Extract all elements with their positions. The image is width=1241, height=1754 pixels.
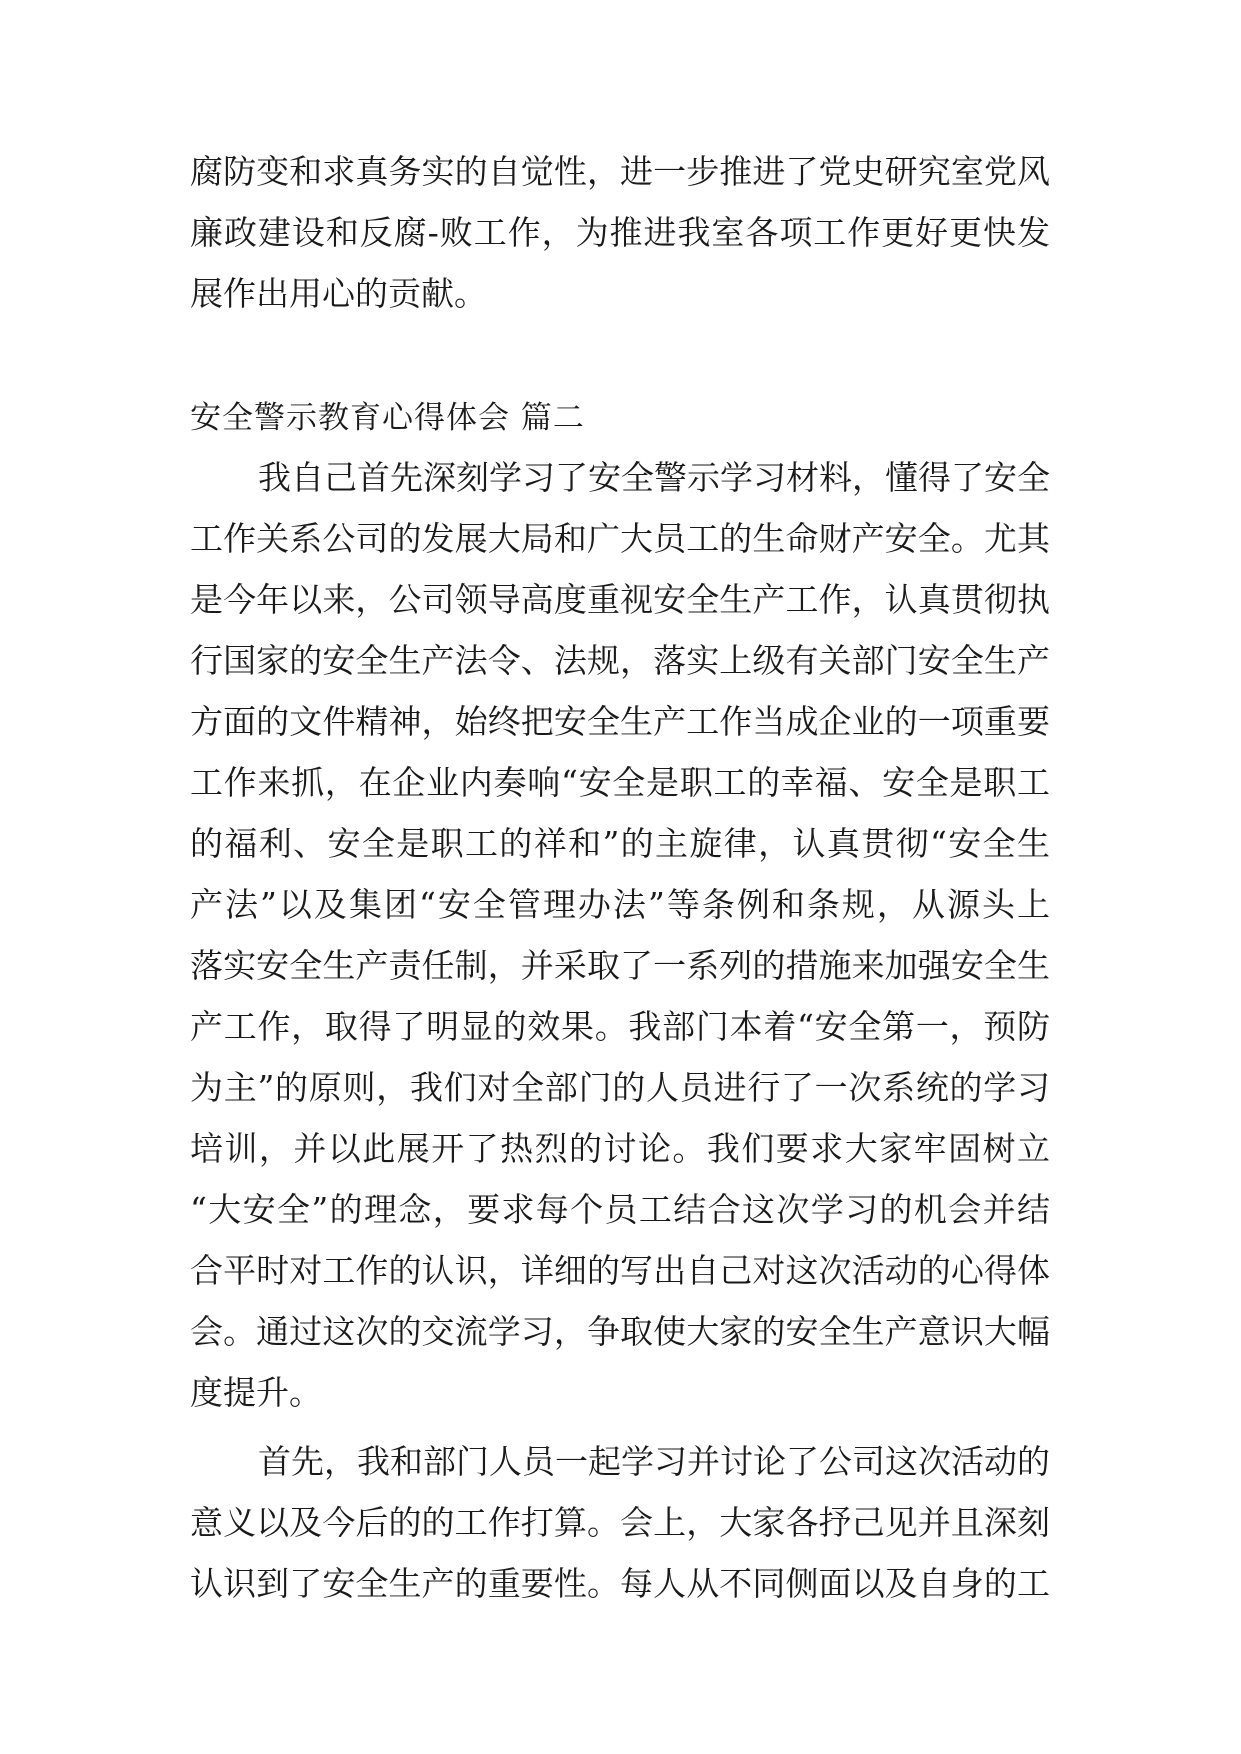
text-line: 度提升。 xyxy=(190,1373,322,1412)
text-line: 的福利、安全是职工的祥和”的主旋律，认真贯彻“安全生 xyxy=(190,824,1050,863)
text-line: 廉政建设和反腐-败工作，为推进我室各项工作更好更快发 xyxy=(190,213,1050,252)
section-heading: 安全警示教育心得体会 篇二 xyxy=(190,400,585,436)
text-line: 产工作，取得了明显的效果。我部门本着“安全第一，预防 xyxy=(190,1007,1050,1046)
text-line: “大安全”的理念，要求每个员工结合这次学习的机会并结 xyxy=(190,1190,1050,1229)
text-line: 意义以及今后的的工作打算。会上，大家各抒己见并且深刻 xyxy=(190,1503,1050,1542)
text-line: 腐防变和求真务实的自觉性，进一步推进了党史研究室党风 xyxy=(190,152,1050,191)
text-line: 合平时对工作的认识，详细的写出自己对这次活动的心得体 xyxy=(190,1251,1050,1290)
text-line: 认识到了安全生产的重要性。每人从不同侧面以及自身的工 xyxy=(190,1564,1050,1603)
text-line: 工作来抓，在企业内奏响“安全是职工的幸福、安全是职工 xyxy=(190,763,1050,802)
text-line: 落实安全生产责任制，并采取了一系列的措施来加强安全生 xyxy=(190,946,1050,985)
text-line: 产法”以及集团“安全管理办法”等条例和条规，从源头上 xyxy=(190,885,1050,924)
text-line: 会。通过这次的交流学习，争取使大家的安全生产意识大幅 xyxy=(190,1312,1050,1351)
text-line: 方面的文件精神，始终把安全生产工作当成企业的一项重要 xyxy=(190,702,1050,741)
text-line: 培训，并以此展开了热烈的讨论。我们要求大家牢固树立 xyxy=(190,1129,1050,1168)
text-line: 是今年以来，公司领导高度重视安全生产工作，认真贯彻执 xyxy=(190,580,1050,619)
text-line: 行国家的安全生产法令、法规，落实上级有关部门安全生产 xyxy=(190,641,1050,680)
text-line: 我自己首先深刻学习了安全警示学习材料，懂得了安全 xyxy=(258,458,1050,497)
text-line: 首先，我和部门人员一起学习并讨论了公司这次活动的 xyxy=(258,1442,1050,1481)
text-line: 展作出用心的贡献。 xyxy=(190,274,487,313)
text-line: 为主”的原则，我们对全部门的人员进行了一次系统的学习 xyxy=(190,1068,1050,1107)
text-line: 工作关系公司的发展大局和广大员工的生命财产安全。尤其 xyxy=(190,519,1050,558)
